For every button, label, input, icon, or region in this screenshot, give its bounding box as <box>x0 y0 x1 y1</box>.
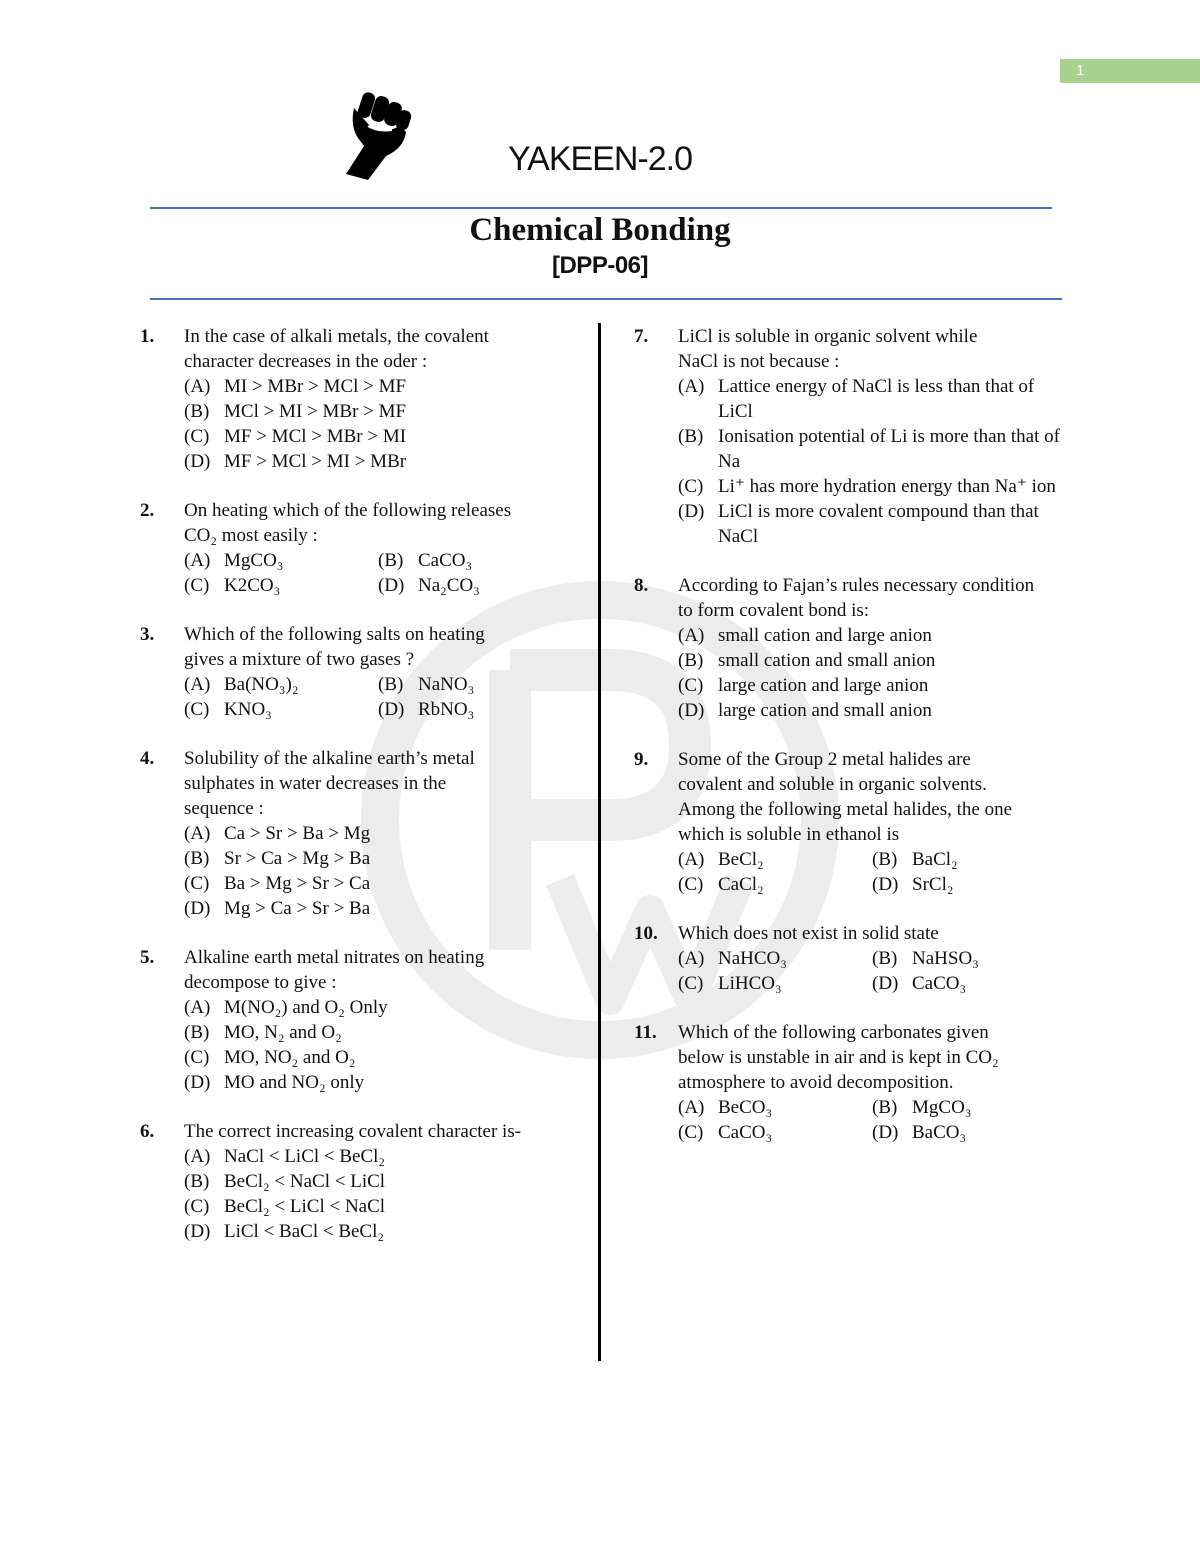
question-number: 9. <box>634 749 649 770</box>
option-label: (B) <box>678 426 704 447</box>
question-item <box>140 324 580 474</box>
option-label: (C) <box>678 476 704 497</box>
option-text: NaNO₃ <box>418 674 475 695</box>
option-item <box>678 946 872 971</box>
question-number: 7. <box>634 326 649 347</box>
option-label: (B) <box>378 674 404 695</box>
question-number: 6. <box>140 1121 155 1142</box>
question-stem-line: below is unstable in air and is kept in CO₂ <box>678 1047 999 1068</box>
option-label: (D) <box>872 973 899 994</box>
option-label: (A) <box>678 849 705 870</box>
option-label: (B) <box>184 1171 210 1192</box>
option-label: (C) <box>678 874 704 895</box>
option-text: CaCO₃ <box>912 973 967 994</box>
question-stem-line: Which of the following salts on heating <box>184 624 485 645</box>
option-text: MO, NO₂ and O₂ <box>224 1047 356 1068</box>
option-item <box>184 896 580 921</box>
options-list <box>678 946 1066 996</box>
option-text: SrCl₂ <box>912 874 954 895</box>
option-label: (B) <box>184 401 210 422</box>
option-text: BeCl₂ < LiCl < NaCl <box>224 1196 386 1217</box>
option-item <box>678 648 1066 673</box>
option-label: (A) <box>678 1097 705 1118</box>
option-text: LiCl is more covalent compound than that NaCl <box>718 501 1039 547</box>
option-label: (C) <box>184 575 210 596</box>
question-number: 11. <box>634 1022 657 1043</box>
option-item <box>184 672 378 697</box>
question-item <box>634 1020 1066 1145</box>
option-text: small cation and small anion <box>718 650 936 671</box>
option-text: MCl > MI > MBr > MF <box>224 401 407 422</box>
option-label: (D) <box>872 874 899 895</box>
question-item <box>140 945 580 1095</box>
option-item <box>678 872 872 897</box>
question-stem-line: In the case of alkali metals, the covalent <box>184 326 489 347</box>
option-item <box>378 672 580 697</box>
option-item <box>872 1095 1066 1120</box>
option-label: (A) <box>678 625 705 646</box>
question-item <box>140 498 580 598</box>
option-item <box>184 1194 580 1219</box>
option-label: (D) <box>378 699 405 720</box>
option-label: (B) <box>378 550 404 571</box>
option-text: Lattice energy of NaCl is less than that of LiCl <box>718 376 1035 422</box>
question-number: 4. <box>140 748 155 769</box>
question-stem-line: On heating which of the following releases <box>184 500 512 521</box>
option-item <box>678 474 1066 499</box>
header-rule-top <box>150 207 1052 209</box>
page-title: Chemical Bonding <box>469 212 731 248</box>
option-item <box>184 821 580 846</box>
option-text: LiCl < BaCl < BeCl₂ <box>224 1221 385 1242</box>
question-stem-line: Solubility of the alkaline earth’s metal <box>184 748 475 769</box>
options-list <box>678 1095 1066 1145</box>
option-text: LiHCO₃ <box>718 973 782 994</box>
option-label: (C) <box>184 873 210 894</box>
option-label: (D) <box>184 1221 211 1242</box>
option-text: NaHCO₃ <box>718 948 787 969</box>
question-stem-line: to form covalent bond is: <box>678 600 870 621</box>
question-number: 2. <box>140 500 155 521</box>
option-item <box>378 697 580 722</box>
option-label: (B) <box>678 650 704 671</box>
option-item <box>184 449 580 474</box>
option-item <box>184 548 378 573</box>
right-column <box>634 324 1066 1169</box>
page-number-tab: 1 <box>1060 59 1200 83</box>
option-item <box>184 424 580 449</box>
options-list <box>184 672 580 722</box>
question-stem-line: Which does not exist in solid state <box>678 923 939 944</box>
question-item <box>634 573 1066 723</box>
options-list <box>184 374 580 474</box>
option-label: (B) <box>184 1022 210 1043</box>
option-label: (C) <box>678 675 704 696</box>
option-label: (D) <box>184 451 211 472</box>
option-item <box>184 399 580 424</box>
option-text: BeCl₂ < NaCl < LiCl <box>224 1171 386 1192</box>
option-item <box>184 697 378 722</box>
question-number: 8. <box>634 575 649 596</box>
option-text: BeCO₃ <box>718 1097 773 1118</box>
left-column <box>140 324 580 1268</box>
question-stem-line: which is soluble in ethanol is <box>678 824 900 845</box>
option-text: KNO₃ <box>224 699 272 720</box>
question-stem-line: covalent and soluble in organic solvents. <box>678 774 987 795</box>
question-stem-line: Which of the following carbonates given <box>678 1022 989 1043</box>
option-label: (C) <box>678 1122 704 1143</box>
options-list <box>184 995 580 1095</box>
question-stem-line: Alkaline earth metal nitrates on heating <box>184 947 485 968</box>
option-item <box>184 374 580 399</box>
option-text: CaCl₂ <box>718 874 764 895</box>
option-label: (C) <box>184 1047 210 1068</box>
option-label: (A) <box>184 674 211 695</box>
option-label: (D) <box>872 1122 899 1143</box>
option-text: large cation and small anion <box>718 700 932 721</box>
option-item <box>678 971 872 996</box>
question-number: 5. <box>140 947 155 968</box>
question-stem-line: gives a mixture of two gases ? <box>184 649 415 670</box>
question-number: 10. <box>634 923 658 944</box>
options-list <box>184 548 580 598</box>
option-label: (D) <box>678 700 705 721</box>
option-item <box>678 424 1066 474</box>
option-text: BaCO₃ <box>912 1122 967 1143</box>
option-label: (B) <box>872 1097 898 1118</box>
question-stem-line: According to Fajan’s rules necessary condition <box>678 575 1035 596</box>
option-text: CaCO₃ <box>718 1122 773 1143</box>
question-stem-line: CO₂ most easily : <box>184 525 318 546</box>
option-text: NaCl < LiCl < BeCl₂ <box>224 1146 386 1167</box>
options-list <box>678 623 1066 723</box>
brand-title: YAKEEN-2.0 <box>507 140 692 178</box>
option-label: (A) <box>678 376 705 397</box>
question-stem-line: The correct increasing covalent character is- <box>184 1121 522 1142</box>
option-label: (D) <box>184 1072 211 1093</box>
option-label: (D) <box>184 898 211 919</box>
option-label: (D) <box>678 501 705 522</box>
option-item <box>872 872 1066 897</box>
option-item <box>184 1144 580 1169</box>
option-label: (A) <box>184 376 211 397</box>
question-stem-line: NaCl is not because : <box>678 351 840 372</box>
option-label: (A) <box>184 823 211 844</box>
option-text: small cation and large anion <box>718 625 932 646</box>
option-item <box>184 1045 580 1070</box>
option-label: (B) <box>872 948 898 969</box>
option-text: Sr > Ca > Mg > Ba <box>224 848 371 869</box>
option-label: (A) <box>678 948 705 969</box>
option-item <box>872 1120 1066 1145</box>
option-text: MgCO₃ <box>912 1097 972 1118</box>
option-item <box>678 673 1066 698</box>
option-text: Ionisation potential of Li is more than that of Na <box>718 426 1060 472</box>
option-item <box>678 847 872 872</box>
option-item <box>184 995 580 1020</box>
option-text: K2CO₃ <box>224 575 281 596</box>
option-item <box>184 1169 580 1194</box>
option-label: (A) <box>184 1146 211 1167</box>
option-label: (C) <box>184 699 210 720</box>
option-text: Na₂CO₃ <box>418 575 480 596</box>
option-text: large cation and large anion <box>718 675 929 696</box>
option-text: MF > MCl > MBr > MI <box>224 426 407 447</box>
question-stem-line: character decreases in the oder : <box>184 351 428 372</box>
option-item <box>872 971 1066 996</box>
option-label: (B) <box>184 848 210 869</box>
option-text: Mg > Ca > Sr > Ba <box>224 898 371 919</box>
question-stem-line: atmosphere to avoid decomposition. <box>678 1072 954 1093</box>
option-label: (A) <box>184 550 211 571</box>
question-stem-line: Some of the Group 2 metal halides are <box>678 749 971 770</box>
raised-fist-icon <box>340 86 420 182</box>
question-stem-line: Among the following metal halides, the one <box>678 799 1013 820</box>
options-list <box>184 1144 580 1244</box>
column-divider <box>598 323 601 1361</box>
option-item <box>184 1070 580 1095</box>
header-rule-bottom <box>150 298 1062 300</box>
option-text: MO, N₂ and O₂ <box>224 1022 342 1043</box>
option-label: (B) <box>872 849 898 870</box>
options-list <box>184 821 580 921</box>
option-text: CaCO₃ <box>418 550 473 571</box>
question-item <box>140 746 580 921</box>
option-item <box>378 573 580 598</box>
option-text: Li⁺ has more hydration energy than Na⁺ ion <box>718 476 1056 497</box>
option-text: BeCl₂ <box>718 849 764 870</box>
option-text: MO and NO₂ only <box>224 1072 365 1093</box>
page-subtitle: [DPP-06] <box>551 252 649 279</box>
option-text: Ca > Sr > Ba > Mg <box>224 823 371 844</box>
question-stem-line: sequence : <box>184 798 264 819</box>
option-item <box>872 946 1066 971</box>
option-text: Ba > Mg > Sr > Ca <box>224 873 371 894</box>
question-stem-line: decompose to give : <box>184 972 337 993</box>
option-item <box>678 698 1066 723</box>
question-number: 1. <box>140 326 155 347</box>
option-item <box>184 1219 580 1244</box>
option-label: (C) <box>184 1196 210 1217</box>
option-text: MI > MBr > MCl > MF <box>224 376 407 397</box>
options-list <box>678 847 1066 897</box>
option-item <box>678 623 1066 648</box>
option-item <box>678 499 1066 549</box>
option-text: M(NO₂) and O₂ Only <box>224 997 388 1018</box>
option-item <box>184 1020 580 1045</box>
option-item <box>184 846 580 871</box>
question-stem-line: LiCl is soluble in organic solvent while <box>678 326 978 347</box>
option-item <box>184 871 580 896</box>
option-label: (C) <box>678 973 704 994</box>
option-text: BaCl₂ <box>912 849 958 870</box>
question-item <box>634 324 1066 549</box>
option-item <box>184 573 378 598</box>
option-item <box>872 847 1066 872</box>
option-item <box>678 1095 872 1120</box>
options-list <box>678 374 1066 549</box>
option-label: (A) <box>184 997 211 1018</box>
question-item <box>140 622 580 722</box>
question-item <box>634 747 1066 897</box>
option-label: (C) <box>184 426 210 447</box>
option-item <box>678 374 1066 424</box>
option-item <box>678 1120 872 1145</box>
option-label: (D) <box>378 575 405 596</box>
option-text: NaHSO₃ <box>912 948 979 969</box>
question-item <box>634 921 1066 996</box>
question-number: 3. <box>140 624 155 645</box>
option-text: RbNO₃ <box>418 699 475 720</box>
question-item <box>140 1119 580 1244</box>
option-text: MgCO₃ <box>224 550 284 571</box>
option-text: Ba(NO₃)₂ <box>224 674 299 695</box>
option-item <box>378 548 580 573</box>
question-stem-line: sulphates in water decreases in the <box>184 773 447 794</box>
option-text: MF > MCl > MI > MBr <box>224 451 407 472</box>
